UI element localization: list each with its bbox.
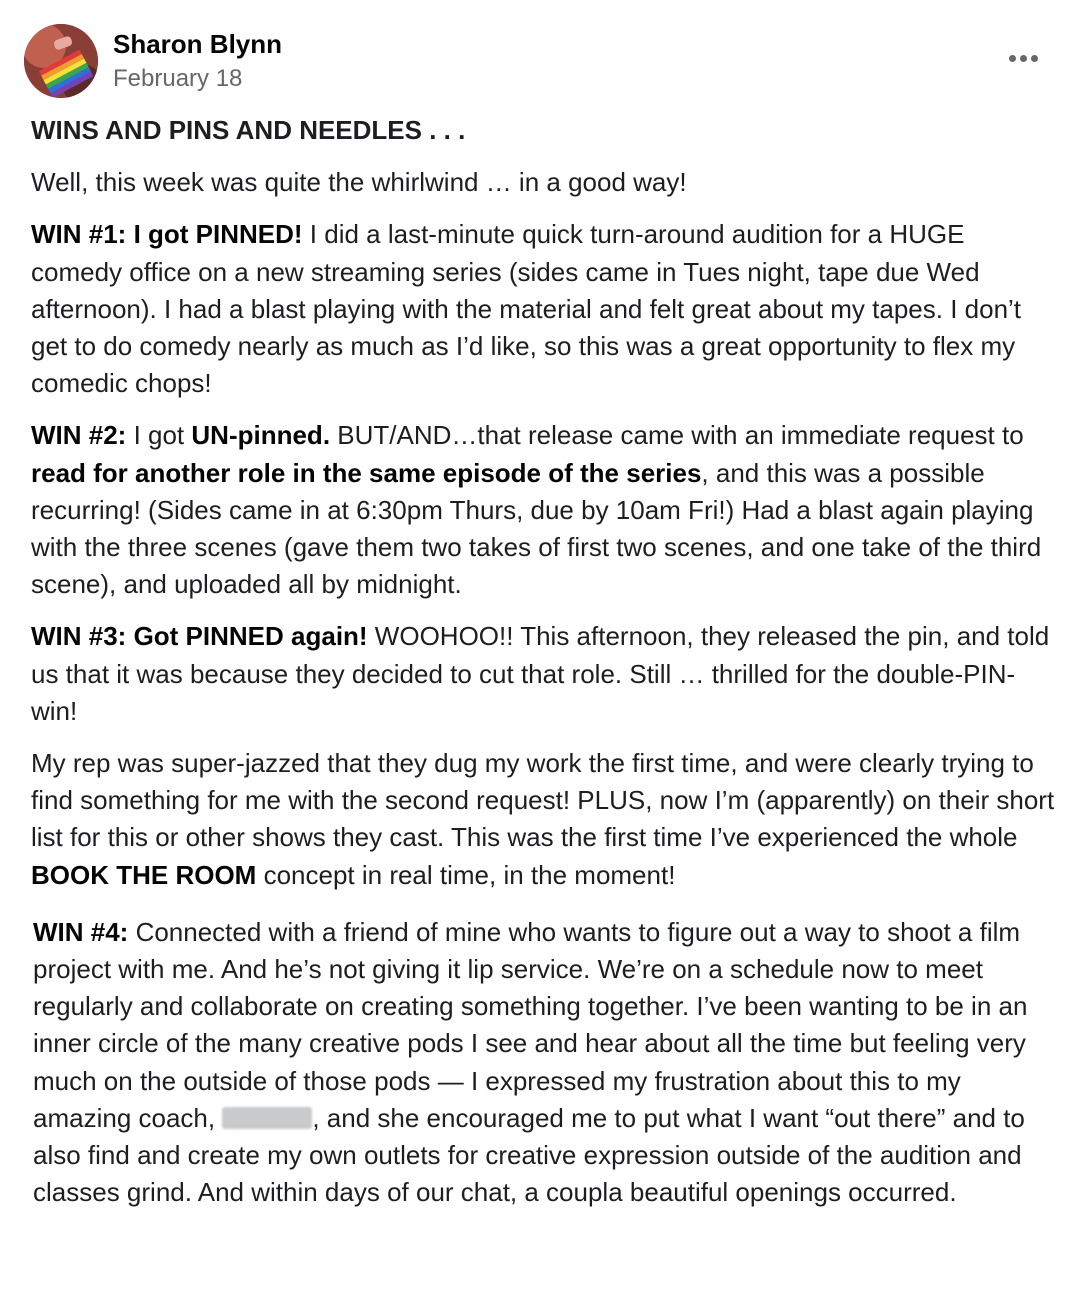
post-date[interactable]: February 18 <box>113 65 243 92</box>
post-intro: Well, this week was quite the whirlwind … in a good way! <box>31 167 687 198</box>
post-body <box>31 112 1056 1211</box>
avatar[interactable] <box>24 24 98 98</box>
win-2-text-a: I got <box>126 420 192 451</box>
rep-text-b: concept in real time, in the moment! <box>256 859 676 890</box>
win-4-text-a: Connected with a friend of mine who wants to figure out a way to shoot a film project with me. And he’s not giving it lip service. We’re on a schedule now to meet regularly and collaborate on creating something together. I’ve been wanting to be in an inner circle of the many creative pods I see and hear about all the time but feeling very much on the outside of those pods — I expressed my frustration about this to my amazing coach, <box>33 916 1028 1133</box>
win-1-label: WIN #1: I got PINNED! <box>31 219 303 250</box>
win-2-paragraph <box>31 417 1056 603</box>
post-header <box>24 24 1056 100</box>
win-2-text-b: BUT/AND…that release came with an immediate request to <box>330 420 1024 451</box>
rep-bold: BOOK THE ROOM <box>31 859 257 890</box>
win-1-text: I did a last-minute quick turn-around audition for a HUGE comedy office on a new streaming series (sides came in Tues night, tape due Wed afternoon). I had a blast playing with the material and felt great about my tapes. I don’t get to do comedy nearly as much as I’d like, so this was a great opportunity to flex my comedic chops! <box>31 219 1022 399</box>
author-name[interactable]: Sharon Blynn <box>113 29 283 59</box>
rep-paragraph <box>31 745 1056 894</box>
win-3-text: WOOHOO!! This afternoon, they released the pin, and told us that it was because they decided to cut that role. Still … thrilled for the double-PIN-win! <box>31 621 1050 726</box>
win-2-bold-b: read for another role in the same episode of the series <box>31 457 702 488</box>
more-options-icon[interactable] <box>1004 44 1044 72</box>
avatar-image <box>24 24 98 98</box>
win-4-paragraph <box>31 914 1056 1212</box>
win-2-label: WIN #2: <box>31 420 127 451</box>
rep-text-a: My rep was super-jazzed that they dug my work the first time, and were clearly trying to find something for me with the second request! PLUS, now I’m (apparently) on their short list for this or other shows they cast. This was the first time I’ve experienced the whole <box>31 748 1055 853</box>
win-2-text-c: , and this was a possible recurring! (Sides came in at 6:30pm Thurs, due by 10am Fri!) Had a blast again playing with the three scenes (gave them two takes of first two scenes, and one take of the third scene), and uploaded all by midnight. <box>31 457 1042 600</box>
win-1-paragraph <box>31 216 1056 402</box>
post-headline: WINS AND PINS AND NEEDLES . . . <box>31 115 466 145</box>
win-3-paragraph <box>31 618 1056 730</box>
win-4-label: WIN #4: <box>33 916 129 947</box>
redacted-name <box>222 1107 312 1129</box>
win-4-text-b: , and she encouraged me to put what I want “out there” and to also find and create my own outlets for creative expression outside of the audition and classes grind. And within days of our chat, a coupla beautiful openings occurred. <box>33 1102 1025 1208</box>
win-2-bold-a: UN-pinned. <box>191 420 331 451</box>
win-3-label: WIN #3: Got PINNED again! <box>31 621 368 652</box>
